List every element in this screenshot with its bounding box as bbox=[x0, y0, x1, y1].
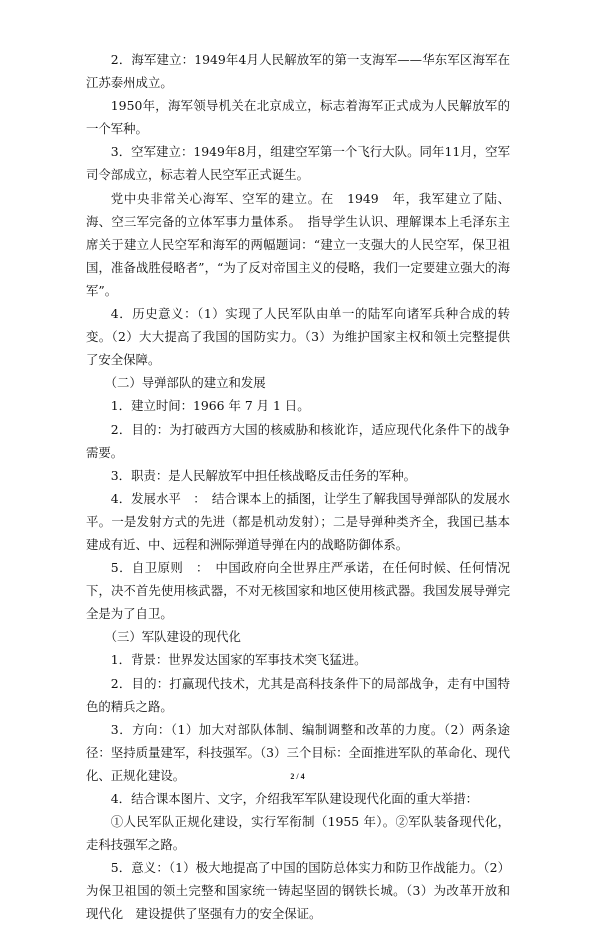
paragraph-missile-level: 4．发展水平 ： 结合课本上的插图，让学生了解我国导弹部队的发展水平。一是发射方式的先进（都是机动发射）；二是导弹种类齐全，我国已基本建成有近、中、远程和洲际弹道导弹在内的战略防御体系。 bbox=[86, 490, 510, 552]
document-body bbox=[86, 48, 523, 926]
paragraph-modernization-purpose: 2．目的：打赢现代技术，尤其是高科技条件下的局部战争，走有中国特色的精兵之路。 bbox=[86, 675, 510, 714]
paragraph-measures-list: ①人民军队正规化建设，实行军衔制（1955 年）。②军队装备现代化，走科技强军之路。 bbox=[86, 814, 510, 853]
paragraph-airforce-founding: 3．空军建立：1949年8月，组建空军第一个飞行大队。同年11月，空军司令部成立，标志着人民空军正式诞生。 bbox=[86, 144, 510, 183]
section-heading-missile-forces: （二）导弹部队的建立和发展 bbox=[104, 375, 266, 391]
paragraph-self-defense: 5．自卫原则 ： 中国政府向全世界庄严承诺，在任何时候、任何情况下，决不首先使用核武器，不对无核国家和地区使用核武器。我国发展导弹完全是为了自卫。 bbox=[86, 560, 510, 622]
paragraph-modernization-direction: 3．方向：（1）加大对部队体制、编制调整和改革的力度。（2）两条途径：坚持质量建军，科技强军。（3）三个目标：全面推进军队的革命化、现代化、正规化建设。 bbox=[86, 721, 510, 783]
paragraph-modernization-measures: 4．结合课本图片、文字，介绍我军军队建设现代化面的重大举措： bbox=[110, 791, 479, 806]
page-number: 2 / 4 bbox=[290, 772, 305, 781]
paragraph-modernization-background: 1．背景：世界发达国家的军事技术突飞猛进。 bbox=[110, 652, 367, 668]
paragraph-historical-significance: 4．历史意义：（1）实现了人民军队由单一的陆军向诸军兵种合成的转变。（2）大大提高了我国的国防实力。（3）为维护国家主权和领土完整提供了安全保障。 bbox=[86, 306, 510, 368]
paragraph-missile-duty: 3．职责：是人民解放军中担任核战略反击任务的军种。 bbox=[110, 467, 417, 483]
paragraph-missile-date: 1．建立时间：1966 年 7 月 1 日。 bbox=[110, 398, 310, 414]
paragraph-navy-founding: 2．海军建立：1949年4月人民解放军的第一支海军——华东军区海军在江苏泰州成立。 bbox=[86, 52, 510, 91]
paragraph-modernization-significance: 5．意义：（1）极大地提高了中国的国防总体实力和防卫作战能力。（2）为保卫祖国的领土完整和国家统一铸起坚固的钢铁长城。（3）为改革开放和 现代化 建设提供了坚强有力的安全保证。 bbox=[86, 860, 523, 922]
section-heading-modernization: （三）军队建设的现代化 bbox=[104, 629, 241, 645]
paragraph-navy-hq: 1950年，海军领导机关在北京成立，标志着海军正式成为人民解放军的一个军种。 bbox=[86, 98, 510, 137]
paragraph-party-concern: 党中央非常关心海军、空军的建立。在 1949 年，我军建立了陆、海、空三军完备的立体军事力量体系。 指导学生认识、理解课本上毛泽东主席关于建立人民空军和海军的两幅题词：“建立一支强大的人民空军，保卫祖国，准备战胜侵略者”，“为了反对帝国主义的侵略，我们一定要建立强大的海军”。 bbox=[86, 190, 510, 298]
paragraph-missile-purpose: 2．目的：为打破西方大国的核威胁和核讹诈，适应现代化条件下的战争需要。 bbox=[86, 421, 510, 460]
